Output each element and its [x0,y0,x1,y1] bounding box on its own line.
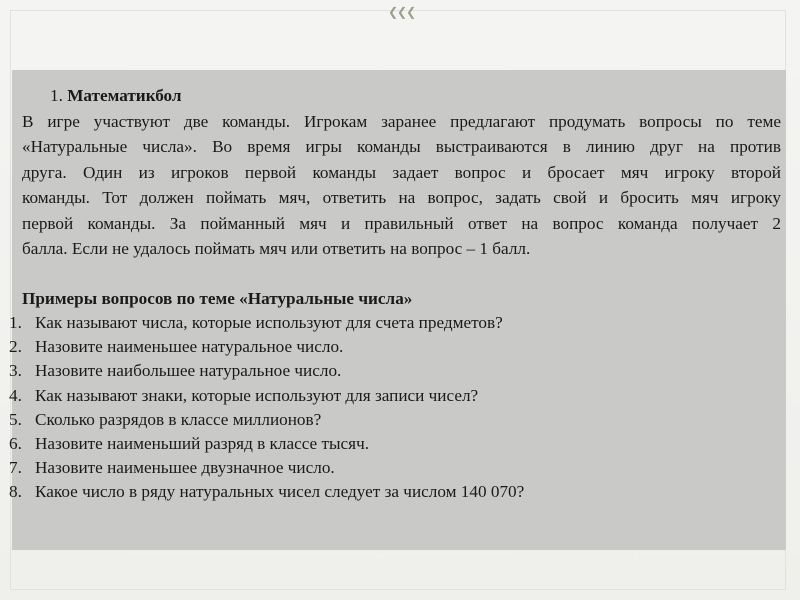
paragraph-line: «Натуральные числа». Во время игры команды выстраиваются в линию друг на против [22,137,781,156]
section-title-text: Математикбол [67,86,182,105]
game-description [22,109,781,262]
examples-title: Примеры вопросов по теме «Натуральные числа» [22,288,413,308]
questions-list [9,311,781,505]
paragraph-line: друга. Один из игроков первой команды задает вопрос и бросает мяч игроку второй [22,162,781,182]
list-item [9,408,781,432]
item-number: 3. [9,361,22,381]
item-text: Как называют числа, которые используют для счета предметов? [35,313,503,332]
item-text: Назовите наибольшее натуральное число. [35,361,342,381]
item-text: Назовите наименьшее натуральное число. [35,337,344,357]
item-text: Какое число в ряду натуральных чисел следует за числом 140 070? [35,482,525,502]
list-item [9,432,781,456]
item-number: 7. [9,458,22,478]
list-item [9,384,781,408]
section-number: 1. [50,86,63,105]
item-number: 5. [9,409,22,429]
item-number: 2. [9,337,22,357]
list-item [9,359,781,383]
triple-chevron-icon: ❮❮❮ [388,5,416,19]
item-number: 1. [9,313,22,332]
paragraph-line: балла. Если не удалось поймать мяч или ответить на вопрос – 1 балл. [22,239,531,258]
list-item [9,311,781,335]
paragraph-line: В игре участвуют две команды. Игрокам заранее предлагают продумать вопросы по теме [22,111,781,131]
item-text: Как называют знаки, которые используют для записи чисел? [35,385,479,405]
item-number: 8. [9,482,22,502]
item-text: Сколько разрядов в классе миллионов? [35,409,322,429]
item-number: 4. [9,385,22,405]
item-text: Назовите наименьший разряд в классе тысяч. [35,434,370,454]
list-item [9,480,781,504]
list-item [9,456,781,480]
item-text: Назовите наименьшее двузначное число. [35,458,335,478]
section-title [50,83,781,109]
paragraph-line: команды. Тот должен поймать мяч, ответить на вопрос, задать свой и бросить мяч игроку [22,188,781,207]
list-item [9,335,781,359]
paragraph-line: первой команды. За пойманный мяч и правильный ответ на вопрос команда получает 2 [22,213,781,233]
slide-text [9,83,781,505]
item-number: 6. [9,434,22,454]
